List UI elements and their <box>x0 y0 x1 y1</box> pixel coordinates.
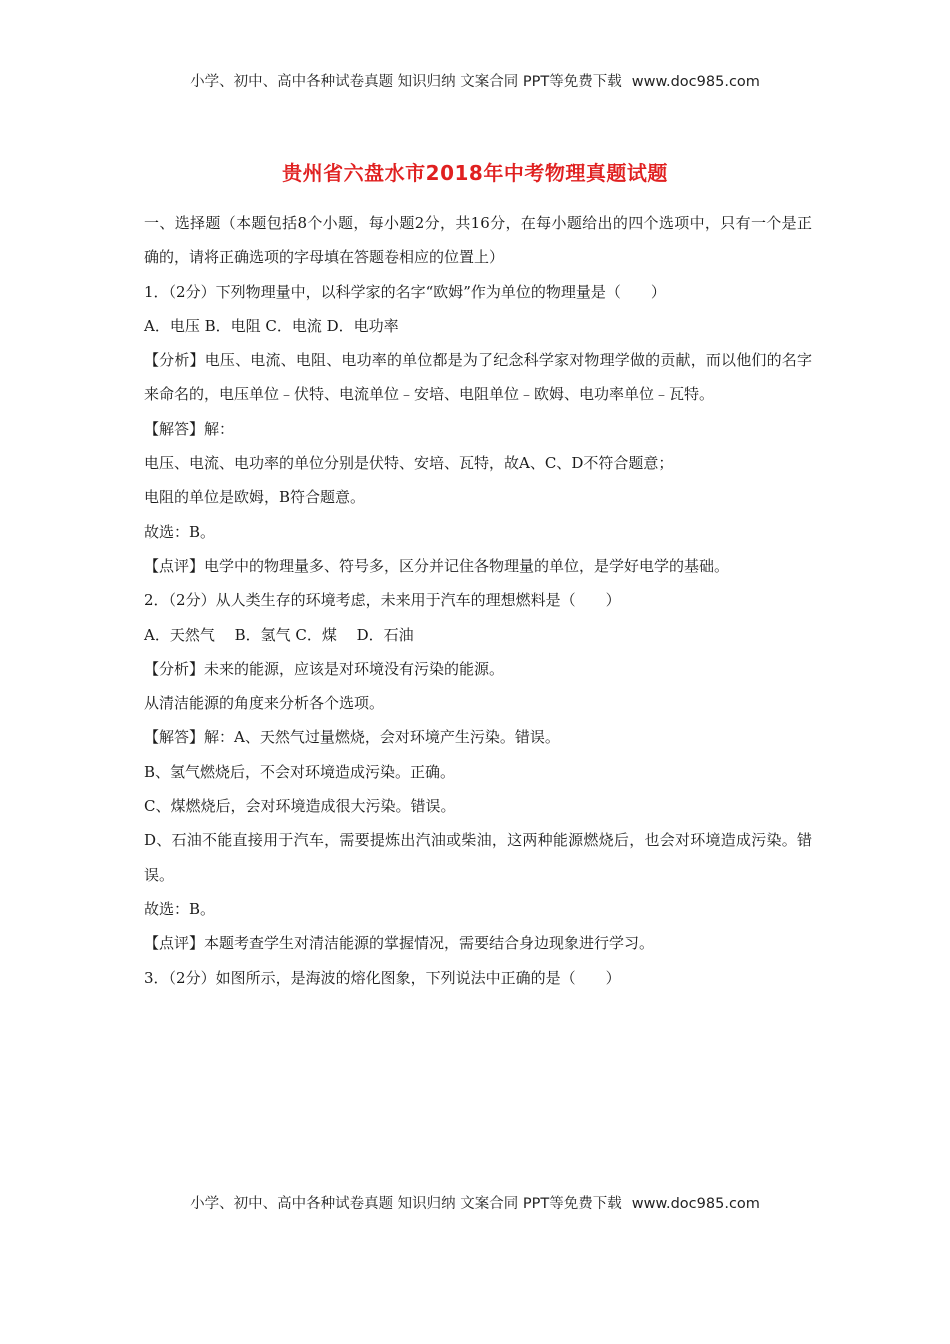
footer-site-link[interactable]: www.doc985.com <box>631 1196 760 1212</box>
q2-analysis: 【分析】未来的能源，应该是对环境没有污染的能源。 <box>144 659 505 678</box>
q2-analysis-line-2: 从清洁能源的角度来分析各个选项。 <box>144 694 385 713</box>
q2-comment: 【点评】本题考查学生对清洁能源的掌握情况，需要结合身边现象进行学习。 <box>144 934 655 953</box>
header-site-link[interactable]: www.doc985.com <box>631 74 760 90</box>
q2-answer-line-2: B、氢气燃烧后，不会对环境造成污染。正确。 <box>144 762 456 781</box>
q2-choice: 故选：B。 <box>144 899 216 918</box>
q2-options: A．天然气 B．氢气 C．煤 D．石油 <box>144 625 414 644</box>
section-intro: 一、选择题（本题包括8个小题，每小题2分，共16分，在每小题给出的四个选项中，只有一个是正确的，请将正确选项的字母填在答题卷相应的位置上） <box>144 214 812 267</box>
document-body <box>144 206 812 995</box>
page-header <box>0 70 950 91</box>
q1-analysis: 【分析】电压、电流、电阻、电功率的单位都是为了纪念科学家对物理学做的贡献，而以他们的名字来命名的，电压单位﹣伏特、电流单位﹣安培、电阻单位﹣欧姆、电功率单位﹣瓦特。 <box>144 351 812 404</box>
q1-stem: 1．（2分）下列物理量中，以科学家的名字“欧姆”作为单位的物理量是（ ） <box>144 282 666 301</box>
q2-answer-line-3: C、煤燃烧后，会对环境造成很大污染。错误。 <box>144 797 456 816</box>
q1-answer-label: 【解答】解： <box>144 419 235 438</box>
page-title: 贵州省六盘水市2018年中考物理真题试题 <box>282 161 668 185</box>
page-footer <box>0 1192 950 1213</box>
q1-comment: 【点评】电学中的物理量多、符号多，区分并记住各物理量的单位，是学好电学的基础。 <box>144 556 730 575</box>
q1-options: A．电压 B．电阻 C．电流 D．电功率 <box>144 316 399 335</box>
q2-answer-line-4: D、石油不能直接用于汽车，需要提炼出汽油或柴油，这两种能源燃烧后，也会对环境造成污染。错误。 <box>144 831 812 884</box>
header-text: 小学、初中、高中各种试卷真题 知识归纳 文案合同 PPT等免费下载 <box>190 74 622 90</box>
q2-answer-line-1: 【解答】解：A、天然气过量燃烧，会对环境产生污染。错误。 <box>144 728 560 747</box>
q1-choice: 故选：B。 <box>144 522 216 541</box>
q1-answer-line-1: 电压、电流、电功率的单位分别是伏特、安培、瓦特，故A、C、D不符合题意； <box>144 454 674 473</box>
q2-stem: 2．（2分）从人类生存的环境考虑，未来用于汽车的理想燃料是（ ） <box>144 591 621 610</box>
footer-text: 小学、初中、高中各种试卷真题 知识归纳 文案合同 PPT等免费下载 <box>190 1196 622 1212</box>
q1-answer-line-2: 电阻的单位是欧姆，B符合题意。 <box>144 488 366 507</box>
q3-stem: 3．（2分）如图所示，是海波的熔化图象，下列说法中正确的是（ ） <box>144 968 621 987</box>
